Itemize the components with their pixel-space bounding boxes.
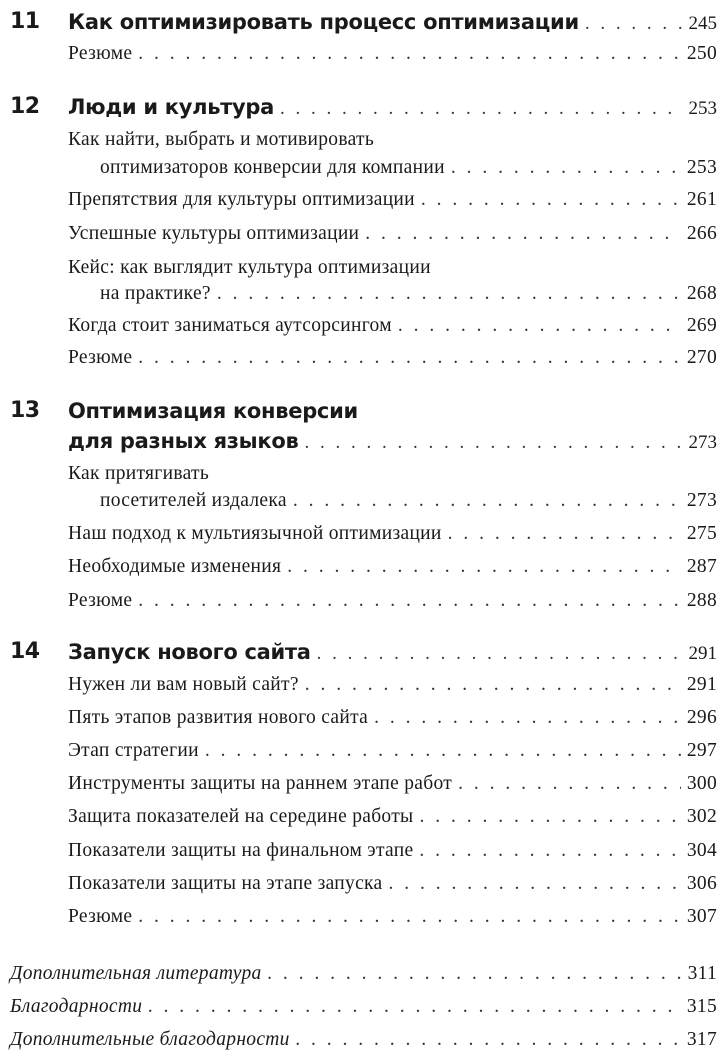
page-number: 304: [686, 840, 717, 861]
section-title: Резюме: [68, 590, 133, 611]
dot-leader: [296, 1023, 681, 1057]
section-title-line2: посетителей издалека: [100, 490, 287, 511]
toc-entry[interactable]: [0, 800, 725, 834]
toc-entry[interactable]: [0, 734, 725, 768]
page-number: 297: [686, 740, 717, 761]
page-number: 266: [686, 223, 717, 244]
chapter-title: Как оптимизировать процесс оптимизации: [68, 10, 579, 34]
dot-leader: [217, 277, 681, 311]
toc-entry[interactable]: [0, 151, 725, 185]
toc-entry[interactable]: [0, 484, 725, 518]
chapter-number: 11: [10, 9, 40, 34]
toc-entry[interactable]: [0, 309, 725, 343]
toc-entry[interactable]: [0, 767, 725, 801]
page-number: 288: [686, 590, 717, 611]
section-title: Необходимые изменения: [68, 556, 282, 577]
chapter-13-heading-line1[interactable]: [0, 394, 725, 428]
backmatter-entry[interactable]: [0, 990, 725, 1024]
dot-leader: [317, 637, 683, 671]
toc-entry[interactable]: [0, 668, 725, 702]
toc-entry[interactable]: [0, 900, 725, 934]
dot-leader: [304, 426, 682, 460]
backmatter-title: Дополнительные благодарности: [10, 1029, 290, 1050]
dot-leader: [388, 867, 680, 901]
page-number: 261: [686, 189, 717, 210]
chapter-title-line2: для разных языков: [68, 429, 299, 453]
chapter-11-heading[interactable]: [0, 5, 725, 39]
section-title-line1: Как найти, выбрать и мотивировать: [68, 129, 375, 150]
dot-leader: [305, 668, 681, 702]
page-number: 253: [688, 98, 717, 119]
dot-leader: [458, 767, 681, 801]
page-number: 315: [686, 996, 717, 1017]
toc-entry[interactable]: [0, 341, 725, 375]
dot-leader: [287, 550, 681, 584]
page-number: 269: [686, 315, 717, 336]
backmatter-title: Дополнительная литература: [10, 963, 262, 984]
page-number: 287: [686, 556, 717, 577]
toc-entry[interactable]: [0, 37, 725, 71]
toc-entry[interactable]: [0, 277, 725, 311]
dot-leader: [138, 900, 681, 934]
page-number: 311: [687, 963, 717, 984]
backmatter-entry[interactable]: [0, 1023, 725, 1057]
dot-leader: [293, 484, 681, 518]
page-number: 291: [686, 674, 717, 695]
dot-leader: [419, 834, 680, 868]
section-title: Резюме: [68, 906, 133, 927]
backmatter-entry[interactable]: [0, 957, 725, 991]
dot-leader: [280, 92, 682, 126]
page-number: 291: [688, 643, 717, 664]
page-number: 307: [686, 906, 717, 927]
section-title: Резюме: [68, 43, 133, 64]
chapter-12-heading[interactable]: [0, 90, 725, 124]
section-title: Инструменты защиты на раннем этапе работ: [68, 773, 453, 794]
chapter-13-heading-line2[interactable]: [0, 424, 725, 458]
section-title: Пять этапов развития нового сайта: [68, 707, 369, 728]
section-title: Показатели защиты на финальном этапе: [68, 840, 414, 861]
page-number: 275: [686, 523, 717, 544]
page-number: 302: [686, 806, 717, 827]
section-title: Защита показателей на середине работы: [68, 806, 414, 827]
dot-leader: [448, 517, 681, 551]
section-title: Препятствия для культуры оптимизации: [68, 189, 415, 210]
dot-leader: [268, 957, 682, 991]
chapter-title: Запуск нового сайта: [68, 640, 311, 664]
dot-leader: [419, 800, 680, 834]
dot-leader: [398, 309, 681, 343]
section-title: Нужен ли вам новый сайт?: [68, 674, 299, 695]
section-title: Показатели защиты на этапе запуска: [68, 873, 383, 894]
toc-entry[interactable]: [0, 867, 725, 901]
chapter-title-line1: Оптимизация конверсии: [68, 399, 358, 423]
page-number: 273: [686, 490, 717, 511]
chapter-number: 13: [10, 398, 40, 423]
section-title-line1: Как притягивать: [68, 463, 210, 484]
dot-leader: [148, 990, 681, 1024]
dot-leader: [374, 701, 681, 735]
dot-leader: [451, 151, 681, 185]
page-number: 273: [688, 432, 717, 453]
section-title-line2: оптимизаторов конверсии для компании: [100, 157, 445, 178]
section-title: Этап стратегии: [68, 740, 199, 761]
section-title-line1: Кейс: как выглядит культура оптимизации: [68, 257, 431, 278]
dot-leader: [585, 7, 683, 41]
toc-entry[interactable]: [0, 834, 725, 868]
page-number: 268: [686, 283, 717, 304]
toc-entry[interactable]: [0, 183, 725, 217]
page-number: 306: [686, 873, 717, 894]
page-number: 300: [686, 773, 717, 794]
chapter-14-heading[interactable]: [0, 635, 725, 669]
page-number: 296: [686, 707, 717, 728]
section-title: Успешные культуры оптимизации: [68, 223, 360, 244]
dot-leader: [205, 734, 681, 768]
chapter-number: 14: [10, 639, 40, 664]
toc-entry[interactable]: [0, 217, 725, 251]
dot-leader: [138, 584, 681, 618]
toc-entry[interactable]: [0, 550, 725, 584]
section-title-line2: на практике?: [100, 283, 211, 304]
page-number: 253: [686, 157, 717, 178]
section-title: Резюме: [68, 347, 133, 368]
dot-leader: [138, 341, 681, 375]
backmatter-title: Благодарности: [10, 996, 143, 1017]
toc-entry[interactable]: [0, 584, 725, 618]
section-title: Когда стоит заниматься аутсорсингом: [68, 315, 392, 336]
dot-leader: [138, 37, 681, 71]
page-number: 270: [686, 347, 717, 368]
dot-leader: [365, 217, 681, 251]
page-number: 250: [686, 43, 717, 64]
page-number: 317: [686, 1029, 717, 1050]
page-number: 245: [688, 13, 717, 34]
dot-leader: [421, 183, 681, 217]
section-title: Наш подход к мультиязычной оптимизации: [68, 523, 442, 544]
toc-entry[interactable]: [0, 701, 725, 735]
chapter-title: Люди и культура: [68, 95, 275, 119]
toc-entry[interactable]: [0, 517, 725, 551]
chapter-number: 12: [10, 94, 40, 119]
